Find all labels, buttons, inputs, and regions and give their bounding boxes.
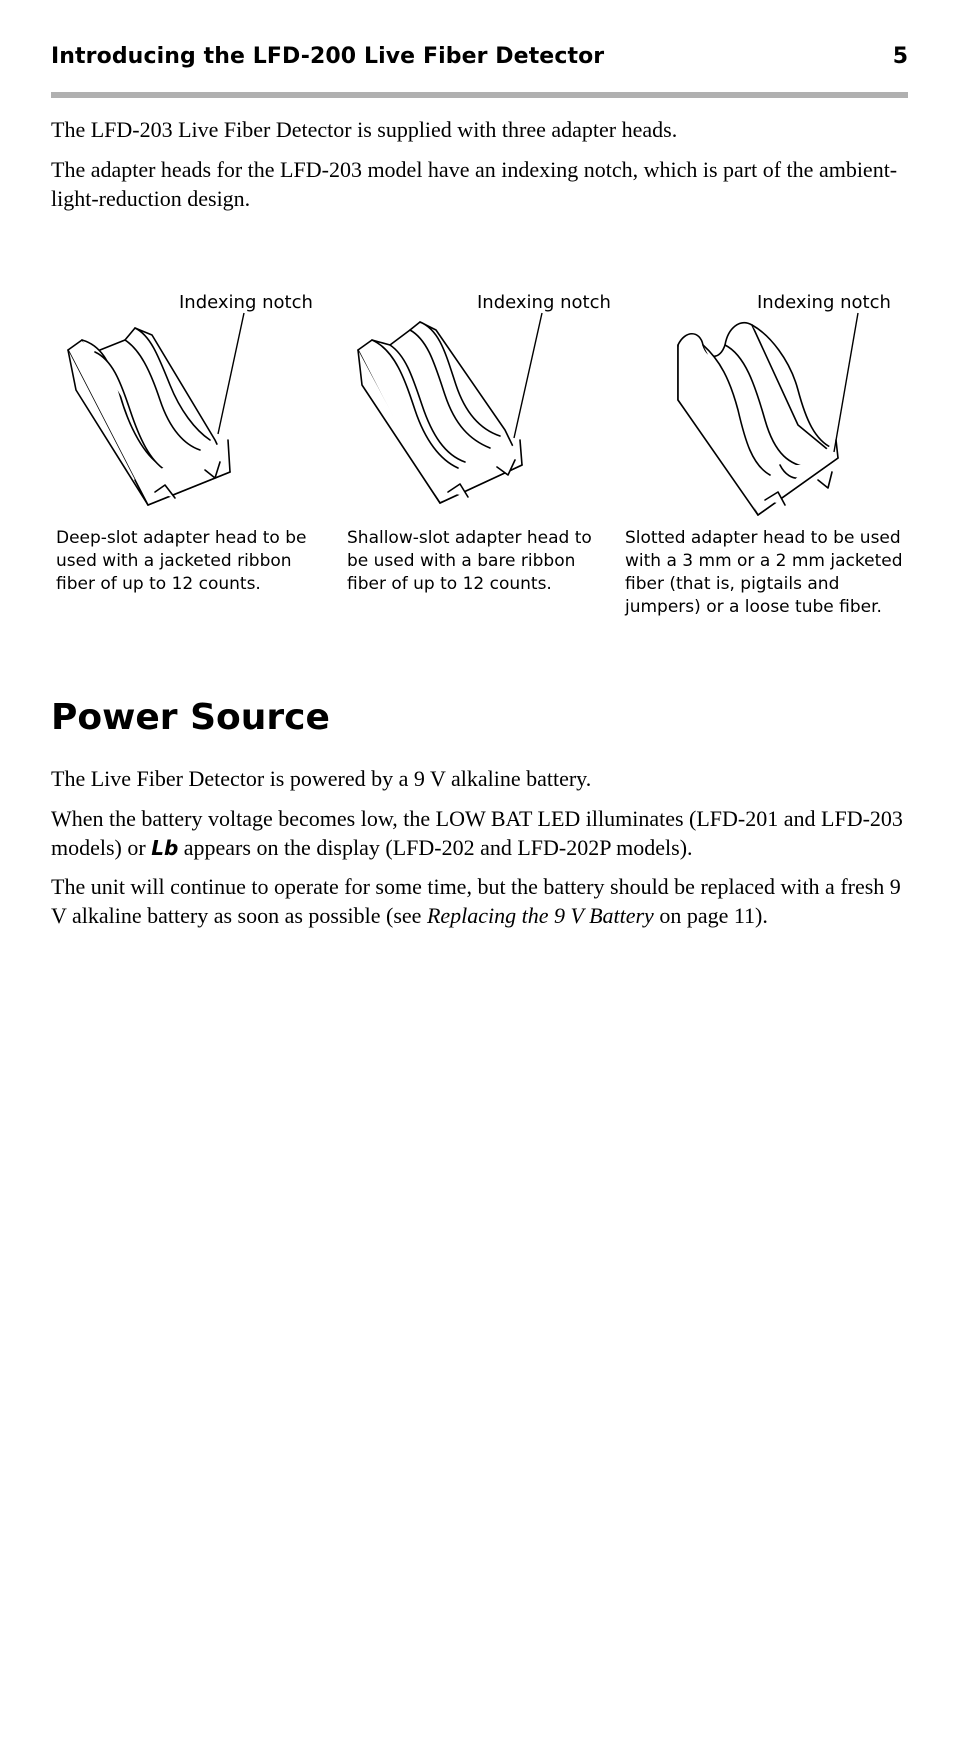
power-paragraph-2-text-b: appears on the display (LFD-202 and LFD-202P models).	[178, 834, 693, 860]
section-title-power-source: Power Source	[51, 697, 330, 738]
deep-slot-adapter-illustration	[68, 313, 244, 505]
page-number: 5	[892, 44, 908, 69]
slotted-adapter-illustration	[678, 313, 858, 515]
shallow-slot-adapter-illustration	[358, 313, 542, 503]
power-paragraph-3-text-a: The unit will continue to operate for some time, but the battery should be replaced with a fresh 9 V alkaline battery as soon as possible (see	[51, 874, 901, 928]
adapter-heads-figure	[0, 280, 954, 530]
power-paragraph-3-text-b: on page 11).	[653, 902, 768, 928]
callout-indexing-notch-3: Indexing notch	[757, 292, 891, 313]
caption-shallow-slot-adapter: Shallow-slot adapter head to be used with a bare ribbon fiber of up to 12 counts.	[347, 528, 592, 594]
caption-slotted-adapter: Slotted adapter head to be used with a 3 mm or a 2 mm jacketed fiber (that is, pigtails and jumpers) or a loose tube fiber.	[625, 528, 903, 617]
power-paragraph-2-text-a: When the battery voltage becomes low, the LOW BAT LED illuminates (LFD-201 and LFD-203 models) or	[51, 806, 903, 860]
power-paragraph-3	[51, 873, 911, 930]
cross-reference-link[interactable]: Replacing the 9 V Battery	[426, 902, 654, 928]
caption-deep-slot-adapter: Deep-slot adapter head to be used with a jacketed ribbon fiber of up to 12 counts.	[56, 528, 307, 594]
header-title: Introducing the LFD-200 Live Fiber Detector	[51, 44, 605, 69]
callout-indexing-notch-2: Indexing notch	[477, 292, 611, 313]
callout-indexing-notch-1: Indexing notch	[179, 292, 313, 313]
lb-indicator-text: Lb	[151, 835, 179, 860]
running-header	[51, 44, 908, 74]
power-paragraph-2	[51, 805, 911, 862]
intro-paragraph-2: The adapter heads for the LFD-203 model have an indexing notch, which is part of the ambient-light-reduction design.	[51, 157, 898, 211]
power-paragraph-1: The Live Fiber Detector is powered by a 9 V alkaline battery.	[51, 766, 592, 791]
header-rule	[51, 92, 908, 98]
intro-paragraph-1: The LFD-203 Live Fiber Detector is supplied with three adapter heads.	[51, 117, 678, 142]
